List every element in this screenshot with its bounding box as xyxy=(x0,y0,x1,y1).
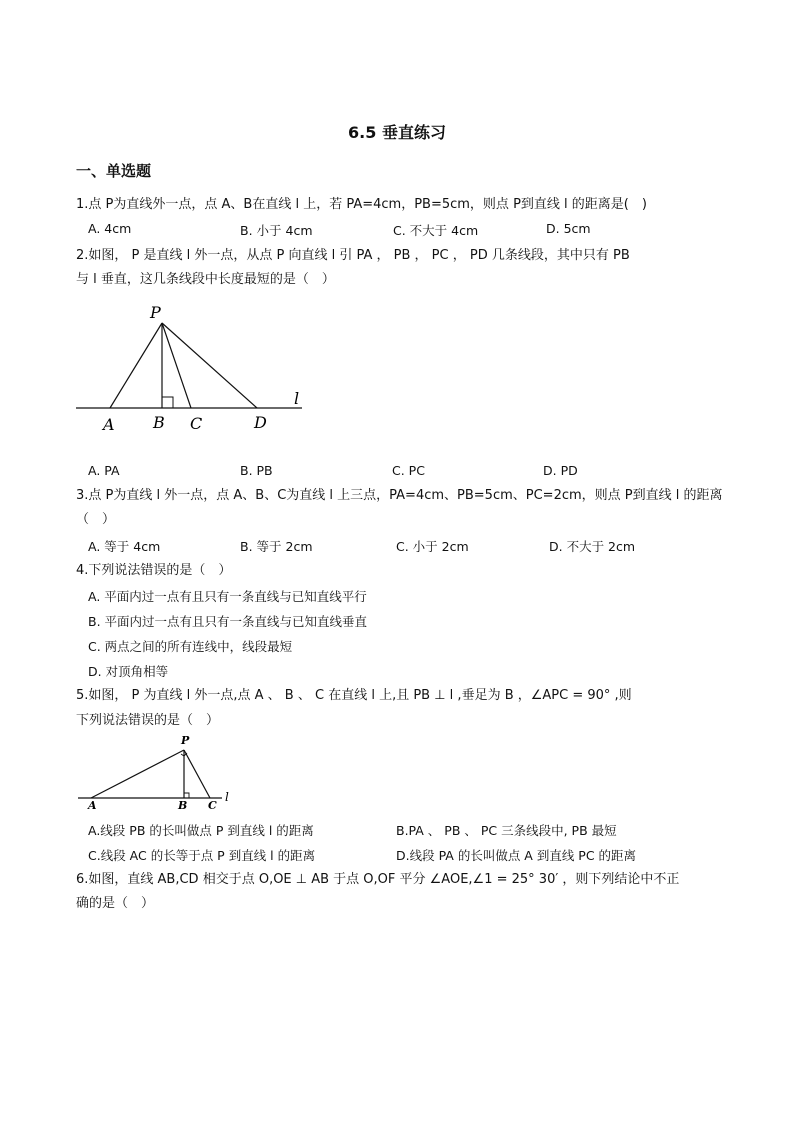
question-3-option-b: B. 等于 2cm xyxy=(240,539,313,554)
label-d: D xyxy=(254,413,267,432)
question-3-option-d: D. 不大于 2cm xyxy=(549,539,636,554)
question-3-option-a: A. 等于 4cm xyxy=(88,539,161,554)
question-5-option-b: B.PA 、 PB 、 PC 三条线段中, PB 最短 xyxy=(396,823,617,838)
label-p: P xyxy=(150,303,161,322)
question-6-stem-line1: 6.如图，直线 AB,CD 相交于点 O,OE ⊥ AB 于点 O,OF 平分 ∠AOE,∠1 = 25° 30′ ，则下列结论中不正 xyxy=(76,872,680,887)
question-5-stem-line1: 5.如图， P 为直线 l 外一点,点 A 、 B 、 C 在直线 l 上,且 PB ⊥ l ,垂足为 B ，∠APC = 90° ,则 xyxy=(76,688,632,703)
question-3-stem-line2: （ ） xyxy=(76,512,116,527)
page-title: 6.5 垂直练习 xyxy=(348,123,446,142)
right-angle-mark-b xyxy=(184,793,189,798)
question-4-option-c: C. 两点之间的所有连线中，线段最短 xyxy=(88,639,293,654)
question-4-stem: 4.下列说法错误的是（ ） xyxy=(76,563,232,578)
question-2-option-d: D. PD xyxy=(543,463,578,478)
question-5-option-a: A.线段 PB 的长叫做点 P 到直线 l 的距离 xyxy=(88,823,314,838)
question-2-stem-line1: 2.如图， P 是直线 l 外一点，从点 P 向直线 l 引 PA ， PB ， PC ， PD 几条线段，其中只有 PB xyxy=(76,248,630,263)
label-a: A xyxy=(103,415,115,434)
segment-pa xyxy=(91,750,184,798)
label-c: C xyxy=(190,414,203,433)
question-1-option-a: A. 4cm xyxy=(88,221,132,236)
question-3-stem-line1: 3.点 P为直线 l 外一点，点 A、B、C为直线 l 上三点，PA=4cm、PB=5cm、PC=2cm，则点 P到直线 l 的距离 xyxy=(76,488,723,503)
question-1-option-b: B. 小于 4cm xyxy=(240,223,313,238)
question-2-stem-line2: 与 l 垂直，这几条线段中长度最短的是（ ） xyxy=(76,272,335,287)
question-6-stem-line2: 确的是（ ） xyxy=(76,896,155,911)
label-p: P xyxy=(181,734,190,747)
question-5-option-c: C.线段 AC 的长等于点 P 到直线 l 的距离 xyxy=(88,848,316,863)
question-5-option-d: D.线段 PA 的长叫做点 A 到直线 PC 的距离 xyxy=(396,848,637,863)
right-angle-mark xyxy=(162,397,173,408)
question-4-option-b: B. 平面内过一点有且只有一条直线与已知直线垂直 xyxy=(88,614,368,629)
label-a: A xyxy=(88,799,97,812)
question-2-option-c: C. PC xyxy=(392,463,425,478)
question-2-figure xyxy=(70,298,320,438)
question-1-stem: 1.点 P为直线外一点，点 A、B在直线 l 上，若 PA=4cm，PB=5cm，则点 P到直线 l 的距离是( ) xyxy=(76,197,647,212)
label-b: B xyxy=(153,413,165,432)
question-5-stem-line2: 下列说法错误的是（ ） xyxy=(76,713,220,728)
section-heading: 一、单选题 xyxy=(76,162,152,180)
question-1-option-d: D. 5cm xyxy=(546,221,591,236)
question-1-option-c: C. 不大于 4cm xyxy=(393,223,479,238)
question-3-option-c: C. 小于 2cm xyxy=(396,539,469,554)
question-5-figure xyxy=(72,731,242,815)
segment-pa xyxy=(110,323,162,408)
question-2-option-a: A. PA xyxy=(88,463,120,478)
label-b: B xyxy=(178,799,188,812)
label-c: C xyxy=(208,799,217,812)
question-2-option-b: B. PB xyxy=(240,463,273,478)
question-4-option-d: D. 对顶角相等 xyxy=(88,664,169,679)
label-l: l xyxy=(225,790,229,804)
segment-pc xyxy=(184,750,210,798)
question-4-option-a: A. 平面内过一点有且只有一条直线与已知直线平行 xyxy=(88,589,367,604)
label-l: l xyxy=(294,389,300,408)
